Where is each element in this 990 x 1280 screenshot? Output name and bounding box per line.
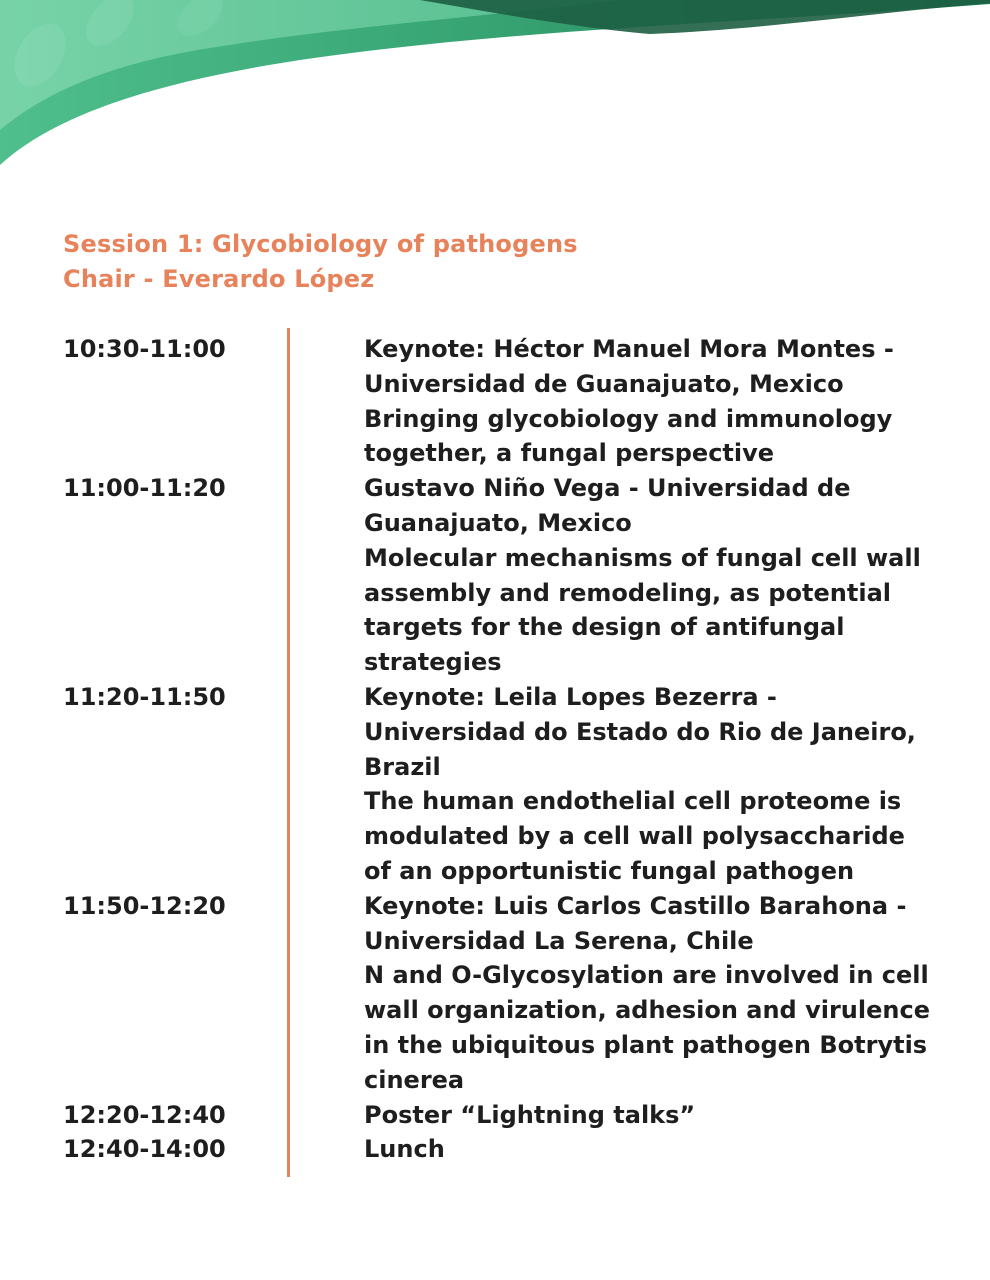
entry-line: Bringing glycobiology and immunology [364,404,893,433]
session-header [63,227,578,297]
schedule-row [63,471,953,680]
entry-line: together, a fungal perspective [364,439,775,468]
session-chair: Chair - Everardo López [63,265,375,293]
entry-line: Keynote: Héctor Manuel Mora Montes - [364,335,894,363]
entry-line: Molecular mechanisms of fungal cell wall [364,543,921,572]
schedule-row [63,680,953,889]
schedule-entry [364,471,964,680]
schedule-time: 10:30-11:00 [63,335,226,363]
schedule-time: 11:00-11:20 [63,474,226,503]
schedule-list [63,332,953,1167]
schedule-entry [364,332,964,471]
schedule-entry [364,1132,964,1167]
schedule-row [63,1132,953,1167]
schedule-entry [364,1098,964,1133]
schedule-time: 12:20-12:40 [63,1100,226,1129]
entry-line: cinerea [364,1065,465,1094]
entry-line: Guanajuato, Mexico [364,508,632,537]
schedule-time: 11:50-12:20 [63,891,226,920]
entry-line: in the ubiquitous plant pathogen Botrytis [364,1030,928,1059]
entry-line: Keynote: Leila Lopes Bezerra - [364,682,777,711]
entry-line: strategies [364,648,502,677]
entry-line: Keynote: Luis Carlos Castillo Barahona - [364,891,907,920]
entry-line: N and O-Glycosylation are involved in cell [364,961,929,990]
session-title: Session 1: Glycobiology of pathogens [63,230,578,258]
schedule-entry [364,680,964,889]
schedule-row [63,332,953,471]
entry-line: wall organization, adhesion and virulence [364,996,930,1025]
schedule-row [63,889,953,1098]
entry-line: Lunch [364,1135,445,1164]
entry-line: Universidad do Estado do Rio de Janeiro, [364,717,916,746]
schedule-entry [364,889,964,1098]
schedule-time: 11:20-11:50 [63,682,226,711]
entry-line: Poster “Lightning talks” [364,1100,696,1129]
entry-line: Brazil [364,752,441,781]
entry-line: Gustavo Niño Vega - Universidad de [364,474,851,503]
entry-line: The human endothelial cell proteome is [364,787,902,816]
entry-line: targets for the design of antifungal [364,613,845,642]
entry-line: Universidad La Serena, Chile [364,926,754,955]
entry-line: of an opportunistic fungal pathogen [364,856,855,885]
entry-line: Universidad de Guanajuato, Mexico [364,369,844,398]
entry-line: modulated by a cell wall polysaccharide [364,822,905,851]
schedule-time: 12:40-14:00 [63,1135,226,1164]
entry-line: assembly and remodeling, as potential [364,578,891,607]
schedule-row [63,1098,953,1133]
header-wave-decoration [0,0,990,180]
